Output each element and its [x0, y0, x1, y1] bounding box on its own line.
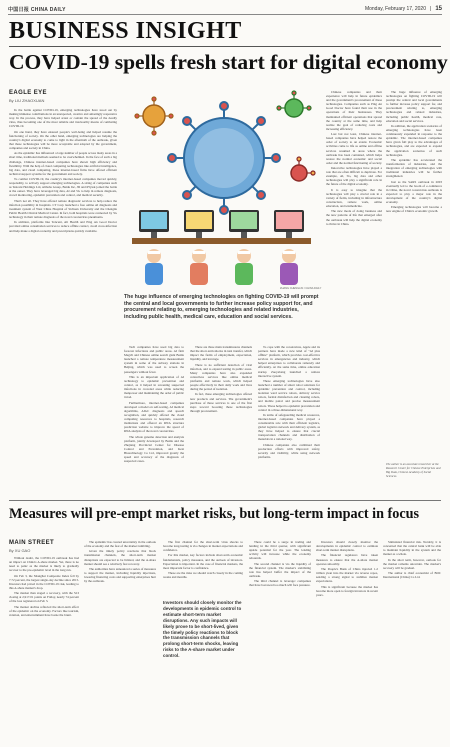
paragraph: The second channel is via the liquidity of the financial system. The market's stabilizing role has helped buffer the impact of the outbreak.: [249, 561, 311, 578]
article1-column-6: [386, 90, 442, 460]
article2-column-5: [316, 540, 378, 744]
paragraph: Investors should closely monitor the developments in epidemic control to estimate short-term market disruptions.: [316, 540, 378, 553]
paragraph: The financial regulators have taken measures to ensure that the A-share market operates smoothly.: [316, 553, 378, 566]
paragraph: Stimulated financial risk. Notably, it is concerned that the central bank will be able to maintain liquidity in the system and the market as a whole.: [383, 540, 441, 557]
masthead-separator: |: [430, 6, 432, 12]
paragraph: In the short term, however, outlook for the market remains uncertain. The market's recovery will be gradual.: [383, 557, 441, 570]
article2-column-3: [163, 540, 243, 596]
paragraph: On Feb 3, the Shanghai Composite Index fell by 7.72 percent, the largest single-day decline since 2015. Investors had priced in the COVID-19 risk, leading to this A-share market's drop.: [9, 573, 79, 590]
paragraph: In the battle against COVID-19, emerging technologies have stood out by making immense contributions in an unexpected, creative and amazingly responsive way. In the process, they have helped arrest or contain the spread of the deadly virus, thus becoming one of the most reliable and trustworthy means of combating COVID-19.: [9, 108, 117, 129]
article-separator: [9, 500, 441, 501]
paragraph: For this market, key factors include short-term economic fundamentals, policy measures, and the outlook of investors. Expectation is important. In the case of financial markets, the most important factor is confidence.: [163, 553, 243, 570]
issue-date: Monday, February 17, 2020: [364, 6, 426, 12]
article1-column-4: [258, 345, 320, 495]
article1-footnote: The author is an associate researcher at the Research Center for Chinese Enterprises and Big Data, Chinese Academy of Social Sciences.: [386, 462, 441, 478]
article2-headline: Measures will pre-empt market risks, but long-term impact in focus: [9, 506, 420, 522]
paragraph: Innovative technologies have played a role that are often difficult to duplicate. For example, AI, 5G, big data and other technologies will play a significant role in the future of the digital economy.: [326, 166, 382, 187]
paragraph: Given the timely policy reactions that block transmission channels, the short-term market disruptions are expected to be limited, and the A-share market should see a relatively fast recovery.: [84, 549, 156, 566]
paragraph: There are three main transmissions channels that the short-term shocks in turn transfer, which impact the fields of employment, expectation, liquidity, and leverage.: [190, 345, 252, 362]
paragraph: It is easy to imagine that the technologies will play a crucial role in a variety of fields, including in infrastructure construction, remote work, online education, and telemedicine.: [326, 187, 382, 209]
paragraph: To cope with the coronavirus, Apple and its partners have made a new kind of "AI plus offline" platform, which provides cost-effective services in emergencies and industry, which helped enterprises to collaborate remotely and efficiently. At the same time, online education startup Zuoyebang launched a remote interactive system.: [258, 345, 320, 378]
paragraph: The epidemic has created uncertainty in the outlook of the economy and the fear of the market tumbling.: [84, 540, 156, 549]
paragraph: The market then staged a recovery, with the SCI closing at 2,917.01 points on Friday, nearly 74 percent of the loss registered on Feb 3.: [9, 591, 79, 604]
article2-column-label: MAIN STREET: [9, 540, 55, 546]
paragraph: Chinese companies also combined their production efforts with improved safety, security and visibility, while using network platforms.: [258, 442, 320, 459]
photo-credit: ZHANG CHENGLIN / CHINA DAILY: [280, 287, 322, 290]
page-number: 15: [435, 6, 442, 12]
paragraph: Tech companies have used big data to forecast infections and public areas. AI firm Megvii and Chinese online search giant Baidu launched a remote temperature measurement system in some of the subway stations in Beijing, which was used to screen the passengers without fever.: [124, 345, 184, 374]
paragraph: There could be a surge in trading and lending in the third quarter, with significant upside potential for the year. The lending activity will increase while the economy rebounds.: [249, 540, 311, 561]
china-daily-logo: 中国日报 CHINA DAILY: [8, 6, 66, 13]
paragraph: This is an important application of AI technology to epidemic prevention and control, as it helped in screening suspected infections in crowded areas while reducing manpower and maintaining the order of public travel.: [124, 374, 184, 400]
section-title: BUSINESS INSIGHT: [9, 18, 242, 44]
article2-column-4: [249, 540, 311, 744]
paragraph: Chinese companies and their experience will help in future epidemics and the government's procurement of these technologies. Companies such as Ping An Good Doctor have found their use in the operations of their businesses. They maintained efficient operations that spread the country at the same time, and help realize the goal of reducing costs and increasing efficiency.: [326, 90, 382, 131]
paragraph: Just as the SARS outbreak in 2003 eventually led to the boom of e-commerce in China, the novel coronavirus outbreak is expected to play a major role in the development of the country's digital economy.: [386, 179, 442, 204]
paragraph: The People's Bank of China injected 1.2 trillion yuan into the market via reverse repos, sending a strong signal to stabilize market expectations.: [316, 566, 378, 584]
paragraph: There is no sufficient detection of viral infection, and to expand testing in public areas. Many companies have also expanded contactless services like online medical platforms and remote work, which helped people effectively in their daily work and lives during the period of isolation.: [190, 362, 252, 392]
paragraph: The third channel is leverage: companies that have borrowed too much will face pressure.: [249, 579, 311, 588]
article1-column-2: [124, 345, 184, 495]
paragraph: On one hand, they have ensured people's well-being and helped resume the functioning of society. On the other hand, emerging technologies are helping the country's digital economy to come to light in the aftermath of the outbreak, given that these technologies will be more acceptable and adopted by the government, companies and society in China.: [9, 129, 117, 151]
paragraph: In fact, these emerging technologies offered new products and services. The government's purchase of these services is one of the first steps toward boosting these technologies through procurement.: [190, 392, 252, 413]
paragraph: In addition, the application scenarios of emerging technologies have been continuously expanded in response to the epidemic. The internet-based companies have given full play to the advantages of technologies, and are expected to expand the application scenarios of such technologies.: [386, 123, 442, 157]
article1-column-5: [326, 90, 382, 495]
paragraph: The first channel for the short-term virus shocks to become long-lasting is via changes in market expectations and confidence.: [163, 540, 243, 553]
masthead: [8, 4, 442, 15]
article2-column-1: [9, 556, 79, 744]
masthead-left: [8, 6, 66, 13]
article1-pullquote: The huge influence of emerging technologies on fighting COVID-19 will prompt the central and local governments to further increase policy support for, and procurement relating to, emerging technologies and related industries, including public health, medical care, education and social services.: [124, 294, 319, 320]
article2-pullquote: Investors should closely monitor the developments in epidemic control to estimate short-term market disruptions. Any such impacts will likely prove to be short-lived, given the timely policy reactions to block the transmission channels that prolong short-term shocks, leaving risks to the A-share market under control.: [163, 600, 242, 659]
article1-column-label: EAGLE EYE: [9, 90, 47, 96]
paragraph: This is significant because the market has become more open to foreign investors in recent years.: [316, 584, 378, 597]
paragraph: That's not all. They have offered remote diagnostic services to help reduce the infection possibility in hospitals. CT Corp launched a free online AI diagnosis and treatment system of West China Hospital of Sichuan University and the Chengdu Public Health Clinical Medical Center. In fact, both hospitals were connected by 5G technology in their remote diagnosis of the novel coronavirus pneumonia.: [9, 198, 117, 220]
paragraph: These are the risks we should watch closely in the coming weeks and months.: [163, 571, 243, 580]
paragraph: The epidemic has accelerated the transformation of industries, and the integration of emerging technologies with traditional industries will be further strengthened.: [386, 157, 442, 179]
paragraph: The new mode of doing business and the new patterns of life that emerged after the outbreak will help the digital economy to thrive in China.: [326, 209, 382, 226]
article1-column-1: [9, 108, 117, 493]
paragraph: As the epidemic has influenced a large number of people across many areas in a short time, traditional methods seemed to be overwhelmed. In the face of such a big challenge, Chinese internet-based companies have shown high efficiency and flexibility. With the help of cloud computing technologies like artificial intelligence, big data, and cloud computing, these internet-based firms have offered efficient technical support systems for the government and society.: [9, 151, 117, 176]
article1-author: By LIU ZHAOXUAN: [9, 98, 45, 103]
article1-column-3: [190, 345, 252, 495]
paragraph: Emerging technologies will become a new engine of China's economic growth.: [386, 205, 442, 214]
paragraph: These emerging technologies have also launched a number of smart robot solutions for epidemic prevention and control, including isolation ward service robots, delivery service robots, formal disinfection and cleaning robots, and mobile patrol and precise measurement robots. These helped to epidemic prevention and control in a three-dimensional way.: [258, 378, 320, 412]
paragraph: The author is chief economist of BOC International (China) Co Ltd.: [383, 571, 441, 580]
article2-column-6: [383, 540, 441, 744]
paragraph: Without doubt, the COVID-19 outbreak has had an impact on China's A-share market. Yet, there is no need to panic as the market is likely to gradually recover to the pre-epidemic level in the long run.: [9, 556, 79, 573]
paragraph: The authorities have announced a series of measures to support the market, including liquidity injections, lowering financing costs and supporting enterprises hurt by the outbreak.: [84, 566, 156, 584]
paragraph: To combat COVID-19, the country's internet-based companies moved quickly, responsibly, to actively support emerging technologies. A string of companies such as Tencent Holdings Ltd, Alibaba Group, Baidu Inc, JD and iFlytek joined the battle at the outset. They have leveraged big data, AI and 5G to help in remote diagnosis, crowd monitoring, epidemic prevention and control, and medical security.: [9, 177, 117, 198]
paragraph: In addition, platforms like Tencent, Ali Health and Ping An Good Doctor provided online consultation services to reduce offline contact, avoid cross-infection and help make a digital economy and prescriptions quickly available.: [9, 220, 117, 233]
article2-author: By XU GAO: [9, 548, 31, 553]
paragraph: The whole genome detection and analysis platform, jointly developed by Baidu and the Zhejiang Provincial Center for Disease Control and Prevention, and Kezi Biotechnology Co Ltd, improved greatly the speed and accuracy of the diagnosis of suspected cases.: [124, 434, 184, 464]
virus-large-icon: [168, 102, 280, 214]
article1-headline: COVID-19 spells fresh start for digital economy: [9, 50, 448, 74]
paragraph: The huge influence of emerging technologies on fighting COVID-19 will prompt the central and local governments to further increase policy support for, and procurement relating to, emerging technologies and related industries, including public health, medical care, education and social services.: [386, 90, 442, 123]
paragraph: Last but not least, Chinese internet-based companies have helped restore the order of society to an extent. Economic activities came to life as online and offline services resumed in areas where the outbreak has been contained, which helps restore the normal economic and social order and the normal functioning of society.: [326, 132, 382, 165]
article2-column-2: [84, 540, 156, 744]
paragraph: In terms of safeguarding medical resources, internet-based companies have played a considerable role with their efficient logistics, global logistics network and delivery system, as they have helped to ensure that crucial transportation channels and distribution of materials in a rational way.: [258, 412, 320, 442]
section-rule: [9, 46, 441, 47]
paragraph: Furthermore, internet-based companies developed a model on self-testing, AI medical algorithms, AIGC diagnosis and speech recognition, and quickly offered the cloud computing resources to hospitals, research institutions and offered an RNA structure prediction website to improve the speed of RNA analysis of the novel coronavirus.: [124, 400, 184, 434]
masthead-right: [365, 6, 442, 12]
paragraph: The market decline reflected the short-term effect of the epidemic on the economy. Factors like tourism, aviation, and entertainment have borne the brunt.: [9, 604, 79, 617]
